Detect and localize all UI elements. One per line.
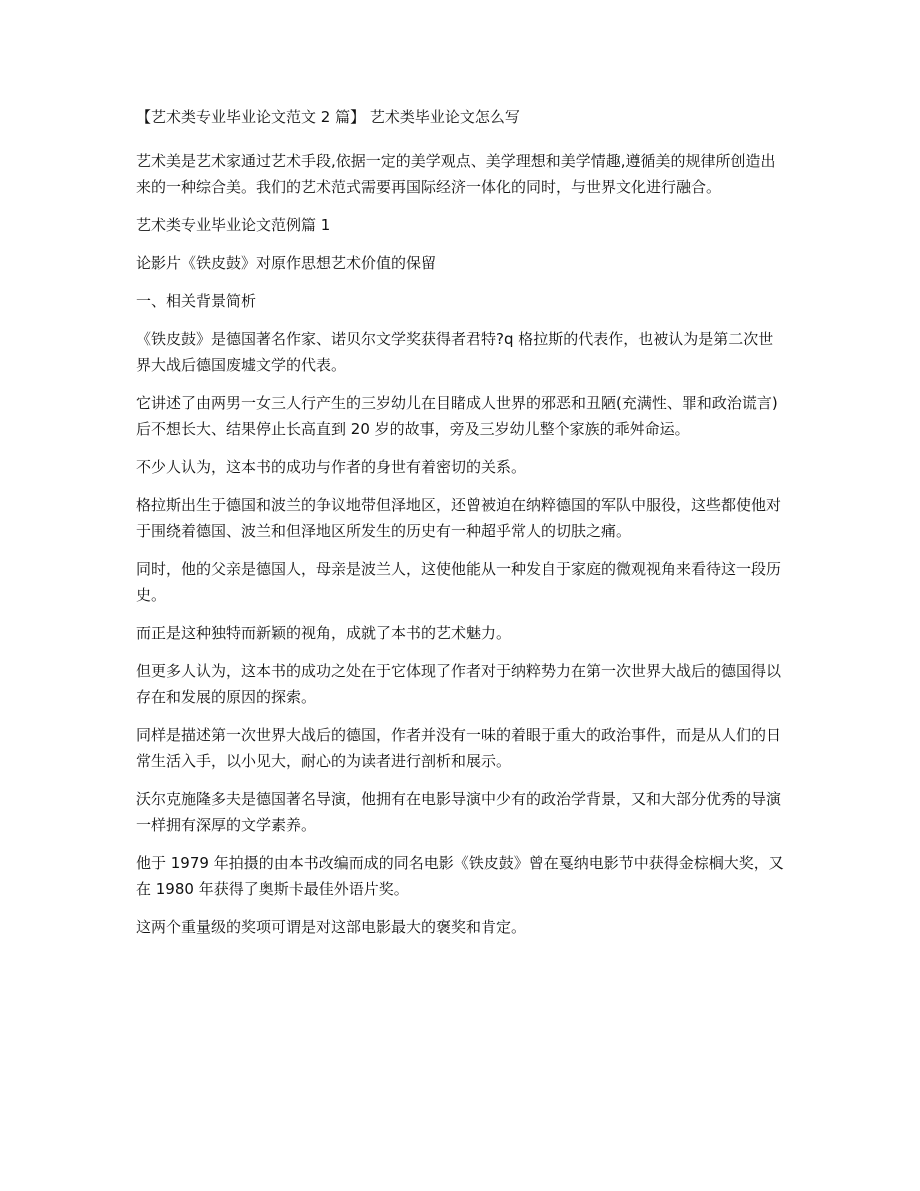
- document-body: [136, 104, 786, 952]
- paragraph: 它讲述了由两男一女三人行产生的三岁幼儿在目睹成人世界的邪恶和丑陋(充满性、罪和政治谎言)后不想长大、结果停止长高直到 20 岁的故事，旁及三岁幼儿整个家族的乖舛命运。: [136, 394, 778, 438]
- section-heading: 一、相关背景简析: [136, 292, 257, 310]
- paragraph: 沃尔克施隆多夫是德国著名导演，他拥有在电影导演中少有的政治学背景，又和大部分优秀的导演一样拥有深厚的文学素养。: [136, 790, 782, 834]
- intro-paragraph: 艺术美是艺术家通过艺术手段,依据一定的美学观点、美学理想和美学情趣,遵循美的规律所创造出来的一种综合美。我们的艺术范式需要再国际经济一体化的同时，与世界文化进行融合。: [136, 152, 776, 196]
- paragraph: 同时，他的父亲是德国人，母亲是波兰人，这使他能从一种发自于家庭的微观视角来看待这一段历史。: [136, 560, 782, 604]
- paragraph: 不少人认为，这本书的成功与作者的身世有着密切的关系。: [136, 458, 527, 476]
- example-heading: 艺术类专业毕业论文范例篇 1: [136, 216, 331, 234]
- paragraph: 他于 1979 年拍摄的由本书改编而成的同名电影《铁皮鼓》曾在戛纳电影节中获得金棕榈大奖，又在 1980 年获得了奥斯卡最佳外语片奖。: [136, 854, 784, 898]
- document-title: 【艺术类专业毕业论文范文 2 篇】 艺术类毕业论文怎么写: [136, 108, 520, 126]
- paragraph: 而正是这种独特而新颖的视角，成就了本书的艺术魅力。: [136, 624, 512, 642]
- paragraph: 这两个重量级的奖项可谓是对这部电影最大的褒奖和肯定。: [136, 918, 527, 936]
- paragraph: 同样是描述第一次世界大战后的德国，作者并没有一味的着眼于重大的政治事件，而是从人们的日常生活入手，以小见大，耐心的为读者进行剖析和展示。: [136, 726, 782, 770]
- paragraph: 但更多人认为，这本书的成功之处在于它体现了作者对于纳粹势力在第一次世界大战后的德国得以存在和发展的原因的探索。: [136, 662, 782, 706]
- essay-title: 论影片《铁皮鼓》对原作思想艺术价值的保留: [136, 254, 437, 272]
- paragraph: 格拉斯出生于德国和波兰的争议地带但泽地区，还曾被迫在纳粹德国的军队中服役，这些都使他对于围绕着德国、波兰和但泽地区所发生的历史有一种超乎常人的切肤之痛。: [136, 496, 782, 540]
- paragraph: 《铁皮鼓》是德国著名作家、诺贝尔文学奖获得者君特?q 格拉斯的代表作，也被认为是第二次世界大战后德国废墟文学的代表。: [136, 330, 774, 374]
